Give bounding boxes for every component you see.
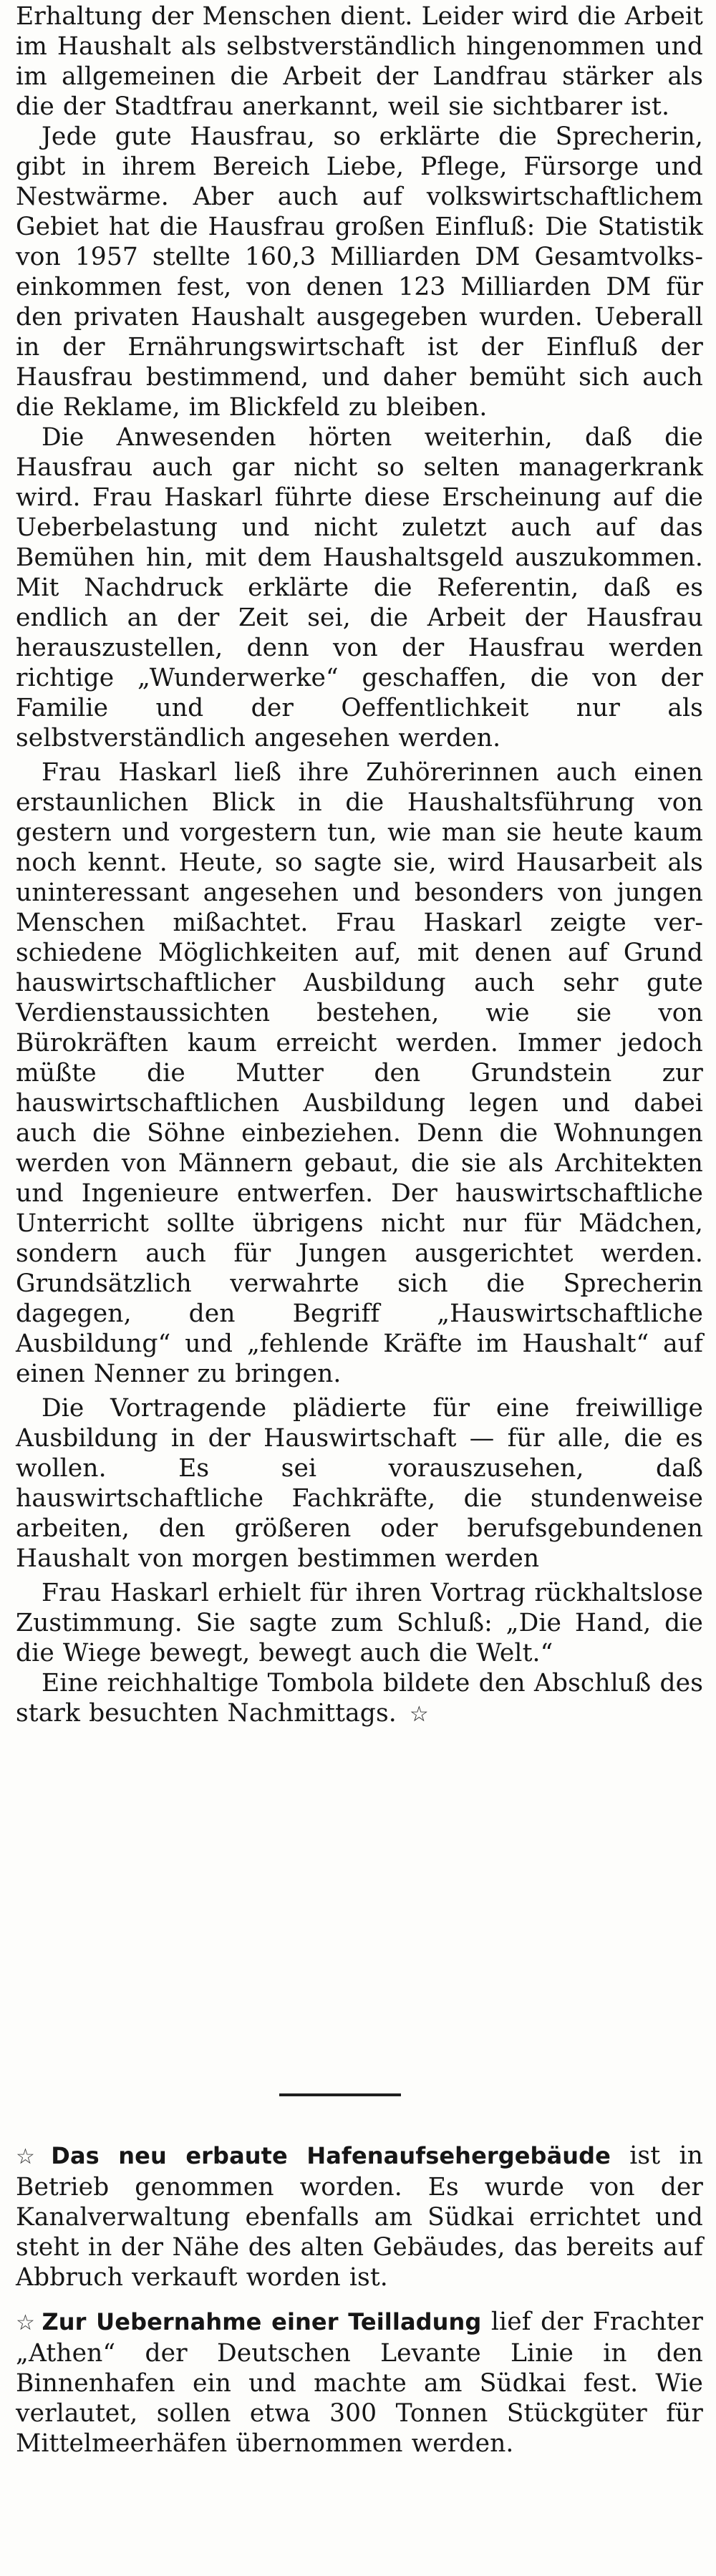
article-paragraph-5: Die Vortragende plädierte für eine freiwillige Ausbildung in der Hauswirtschaft — für alle, die es wollen. Es sei vorauszusehen, daß hauswirtschaftliche Fachkräfte, die stundenweise arbeiten, den größeren oder berufsgebundenen Haushalt von morgen bestimmen werden — [16, 1394, 703, 1573]
section-divider — [279, 2093, 401, 2096]
star-icon: ☆ — [16, 2144, 46, 2169]
star-icon: ☆ — [16, 2310, 37, 2335]
news-brief-harbor-building — [16, 2141, 703, 2292]
news-brief-freighter — [16, 2307, 703, 2459]
article-paragraph-3: Die Anwesenden hörten weiterhin, daß die Hausfrau auch gar nicht so selten managerkrank wird. Frau Haskarl führte diese Erscheinung auf die Ueberbelastung und nicht zuletzt auch auf das Bemühen hin, mit dem Haushaltsgeld auszukommen. Mit Nachdruck erklärte die Referentin, daß es endlich an der Zeit sei, die Arbeit der Hausfrau herauszustellen, denn von der Hausfrau werden richtige „Wunderwerke“ geschaffen, die von der Familie und der Oeffentlichkeit nur als selbstverständlich angesehen werden. — [16, 423, 703, 752]
article-paragraph-4: Frau Haskarl ließ ihre Zuhörerinnen auch einen erstaunlichen Blick in die Haushaltsführung von gestern und vorgestern tun, wie man sie heute kaum noch kennt. Heute, so sagte sie, wird Hausarbeit als uninteressant angesehen und besonders von jungen Menschen mißachtet. Frau Haskarl zeigte verschiedene Möglichkeiten auf, mit denen auf Grund hauswirtschaftlicher Ausbildung auch sehr gute Verdienstaussichten bestehen, wie sie von Bürokräften kaum erreicht werden. Immer jedoch müßte die Mutter den Grundstein zur hauswirtschaftlichen Ausbildung legen und dabei auch die Söhne einbeziehen. Denn die Wohnungen werden von Männern gebaut, die sie als Architekten und Ingenieure entwerfen. Der hauswirtschaftliche Unterricht sollte übrigens nicht nur für Mädchen, sondern auch für Jungen ausgerichtet werden. Grundsätzlich verwahrte sich die Sprecherin dagegen, den Begriff „Hauswirtschaftliche Ausbildung“ und „fehlende Kräfte im Haushalt“ auf einen Nenner zu bringen. — [16, 758, 703, 1388]
closing-sentence: Eine reichhaltige Tombola bildete den Abschluß des stark besuchten Nachmittags. — [16, 1669, 703, 1728]
brief-body: ist in Betrieb genommen worden. Es wurde von der Kanalverwaltung ebenfalls am Südkai errichtet und steht in der Nähe des alten Gebäudes, das bereits auf Abbruch verkauft worden ist. — [16, 2141, 703, 2292]
article-paragraph-7 — [16, 1668, 703, 1730]
article-paragraph-6: Frau Haskarl erhielt für ihren Vortrag rückhaltslose Zustimmung. Sie sagte zum Schluß: „Die Hand, die die Wiege bewegt, bewegt auch die Welt.“ — [16, 1579, 703, 1667]
article-paragraph-2: Jede gute Hausfrau, so erklärte die Sprecherin, gibt in ihrem Bereich Liebe, Pflege, Fürsorge und Nestwärme. Aber auch auf volkswirtschaftlichem Gebiet hat die Hausfrau großen Einfluß: Die Statistik von 1957 stellte 160,3 Milliarden DM Gesamtvolkseinkommen fest, von denen 123 Milliarden DM für den privaten Haushalt ausgegeben wurden. Ueberall in der Ernährungswirtschaft ist der Einfluß der Hausfrau bestimmend, und daher bemüht sich auch die Reklame, im Blickfeld zu bleiben. — [16, 122, 703, 422]
article-column — [16, 1, 703, 1730]
brief-paragraph — [16, 2307, 703, 2459]
brief-headline: Zur Uebernahme einer Teilladung — [42, 2308, 482, 2335]
article-paragraph-1: Erhaltung der Menschen dient. Leider wird die Arbeit im Haushalt als selbstverständlich hingenommen und im allgemeinen die Arbeit der Landfrau stärker als die der Stadtfrau anerkannt, weil sie sichtbarer ist. — [16, 2, 703, 121]
brief-headline: Das neu erbaute Hafenaufsehergebäude — [51, 2142, 611, 2169]
brief-paragraph — [16, 2141, 703, 2292]
star-icon: ☆ — [409, 1702, 429, 1727]
brief-body: lief der Frachter „Athen“ der Deutschen Levante Linie in den Binnenhafen ein und machte am Südkai fest. Wie verlautet, sollen etwa 300 Tonnen Stückgüter für Mittelmeerhäfen übernommen werden. — [16, 2308, 703, 2458]
